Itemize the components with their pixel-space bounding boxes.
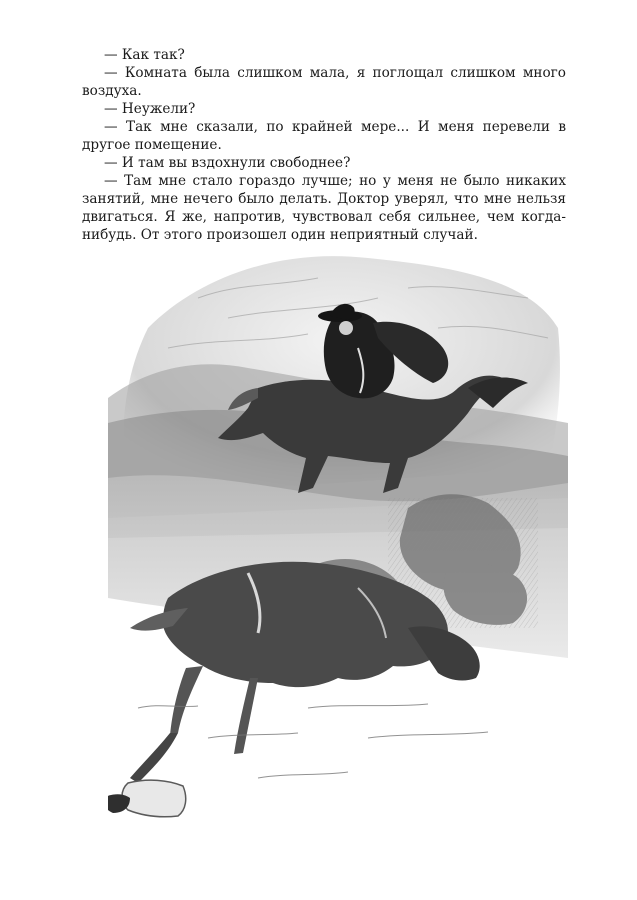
dialogue-line-5: — И там вы вздохнули свободнее? [104,155,351,171]
dialogue-line-1: — Как так? [104,47,185,63]
dialogue-line-6: — Там мне стало гораздо лучше; но у меня не было никаких занятий, мне нечего было делать. Доктор уверял, что мне нельзя двигаться. Я же, напротив, чувствовал себя сильнее, чем когда-нибудь. От этого произошел один неприятный случай. [82,173,566,243]
dialogue-line-4: — Так мне сказали, по крайней мере... И меня перевели в другое помещение. [82,119,566,153]
illustration-svg [108,238,568,828]
grass-strokes [138,704,488,778]
dialogue-line-2: — Комната была слишком мала, я поглощал слишком много воздуха. [82,65,566,99]
dialogue-text [82,46,566,244]
dialogue-line-3: — Неужели? [104,101,196,117]
boot [108,780,186,817]
engraving-horseman-illustration [108,238,568,828]
